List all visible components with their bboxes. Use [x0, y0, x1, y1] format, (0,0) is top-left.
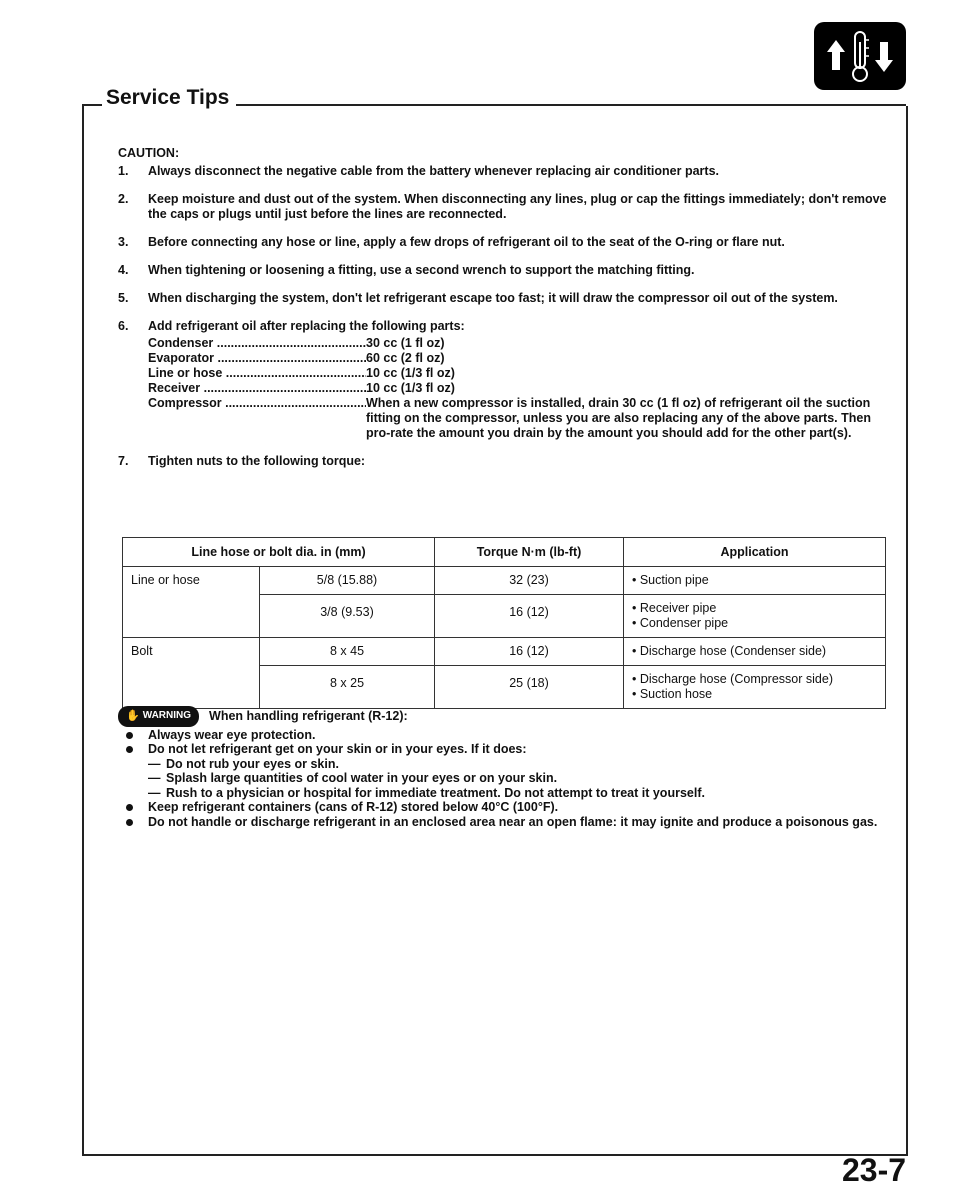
oil-part-name: Line or hose	[148, 366, 223, 380]
step-number: 2.	[118, 192, 129, 206]
warning-hand-icon: ✋	[126, 710, 140, 722]
cell-torque: 25 (18)	[435, 666, 624, 709]
step-number: 6.	[118, 319, 129, 333]
cell-dia: 8 x 25	[260, 666, 435, 709]
warning-sub-item: — Do not rub your eyes or skin.	[118, 757, 888, 772]
step-text: Always disconnect the negative cable from the battery whenever replacing air conditioner parts.	[148, 164, 719, 178]
oil-part-value: 10 cc (1/3 fl oz)	[366, 366, 455, 380]
group-label-bolt: Bolt	[123, 638, 260, 709]
ac-thermometer-arrows-icon	[814, 22, 906, 90]
warning-item: Always wear eye protection.	[118, 728, 888, 743]
step-number: 5.	[118, 291, 129, 305]
table-row	[123, 567, 886, 595]
oil-parts-list	[148, 336, 888, 441]
torque-table	[122, 537, 886, 709]
oil-part-name: Receiver	[148, 381, 201, 395]
application-line: • Suction hose	[632, 687, 713, 701]
table-header-row	[123, 538, 886, 567]
caution-label: CAUTION:	[118, 146, 180, 160]
page-number: 23-7	[842, 1152, 907, 1188]
cell-application	[624, 595, 886, 638]
section-title: Service Tips	[106, 86, 230, 109]
warning-heading: When handling refrigerant (R-12):	[209, 709, 408, 723]
step-text: Keep moisture and dust out of the system. When disconnecting any lines, plug or cap the fittings immediately; don't remove the caps or plugs until just before the lines are reconnected.	[148, 192, 887, 221]
oil-part-row	[148, 396, 888, 441]
cell-application	[624, 666, 886, 709]
caution-step-3	[118, 235, 888, 250]
oil-part-name: Condenser	[148, 336, 214, 350]
caution-step-6	[118, 319, 888, 441]
warning-badge	[118, 706, 199, 727]
caution-step-1	[118, 164, 888, 179]
group-label-line-hose: Line or hose	[123, 567, 260, 638]
warning-sub-item: — Rush to a physician or hospital for immediate treatment. Do not attempt to treat it yourself.	[118, 786, 888, 801]
cell-dia: 5/8 (15.88)	[260, 567, 435, 595]
step-number: 1.	[118, 164, 129, 178]
caution-step-2	[118, 192, 888, 222]
step-number: 4.	[118, 263, 129, 277]
application-line: • Discharge hose (Compressor side)	[632, 672, 833, 686]
step-text: When tightening or loosening a fitting, use a second wrench to support the matching fitting.	[148, 263, 695, 277]
oil-part-row	[148, 336, 888, 351]
oil-part-name: Evaporator	[148, 351, 214, 365]
cell-torque: 16 (12)	[435, 638, 624, 666]
step-text: Tighten nuts to the following torque:	[148, 454, 366, 468]
step-text: Add refrigerant oil after replacing the following parts:	[148, 319, 465, 333]
caution-step-4	[118, 263, 888, 278]
caution-section	[118, 146, 888, 482]
warning-item: Keep refrigerant containers (cans of R-12) stored below 40°C (100°F).	[118, 800, 888, 815]
application-line: • Discharge hose (Condenser side)	[632, 644, 827, 658]
step-number: 3.	[118, 235, 129, 249]
warning-section	[118, 706, 888, 829]
oil-part-name: Compressor	[148, 396, 222, 410]
warning-item: Do not let refrigerant get on your skin or in your eyes. If it does:	[118, 742, 888, 757]
application-line: • Suction pipe	[632, 573, 709, 587]
step-number: 7.	[118, 454, 129, 468]
application-line: • Condenser pipe	[632, 616, 729, 630]
cell-torque: 32 (23)	[435, 567, 624, 595]
cell-dia: 3/8 (9.53)	[260, 595, 435, 638]
oil-part-row	[148, 351, 888, 366]
step-text: When discharging the system, don't let refrigerant escape too fast; it will draw the compressor oil out of the system.	[148, 291, 838, 305]
step-text: Before connecting any hose or line, apply a few drops of refrigerant oil to the seat of the O-ring or flare nut.	[148, 235, 785, 249]
oil-part-value: 10 cc (1/3 fl oz)	[366, 381, 455, 395]
cell-torque: 16 (12)	[435, 595, 624, 638]
header-torque: Torque N·m (lb-ft)	[435, 538, 624, 567]
oil-part-value: 30 cc (1 fl oz)	[366, 336, 445, 350]
cell-application	[624, 638, 886, 666]
oil-part-value: When a new compressor is installed, drain 30 cc (1 fl oz) of refrigerant oil the suction fitting on the compressor, unless you are also replacing any of the above parts. Then pro-rate the amount you drain by the amount you should add for the other part(s).	[366, 396, 871, 440]
caution-step-7	[118, 454, 888, 469]
warning-badge-label: WARNING	[142, 710, 192, 721]
cell-application	[624, 567, 886, 595]
warning-sub-item: — Splash large quantities of cool water in your eyes or on your skin.	[118, 771, 888, 786]
cell-dia: 8 x 45	[260, 638, 435, 666]
header-application: Application	[624, 538, 886, 567]
header-dia: Line hose or bolt dia. in (mm)	[123, 538, 435, 567]
warning-item: Do not handle or discharge refrigerant in an enclosed area near an open flame: it may ignite and produce a poisonous gas.	[118, 815, 888, 830]
caution-step-5	[118, 291, 888, 306]
oil-part-value: 60 cc (2 fl oz)	[366, 351, 445, 365]
oil-part-row	[148, 381, 888, 396]
oil-part-row	[148, 366, 888, 381]
application-line: • Receiver pipe	[632, 601, 717, 615]
table-row	[123, 638, 886, 666]
